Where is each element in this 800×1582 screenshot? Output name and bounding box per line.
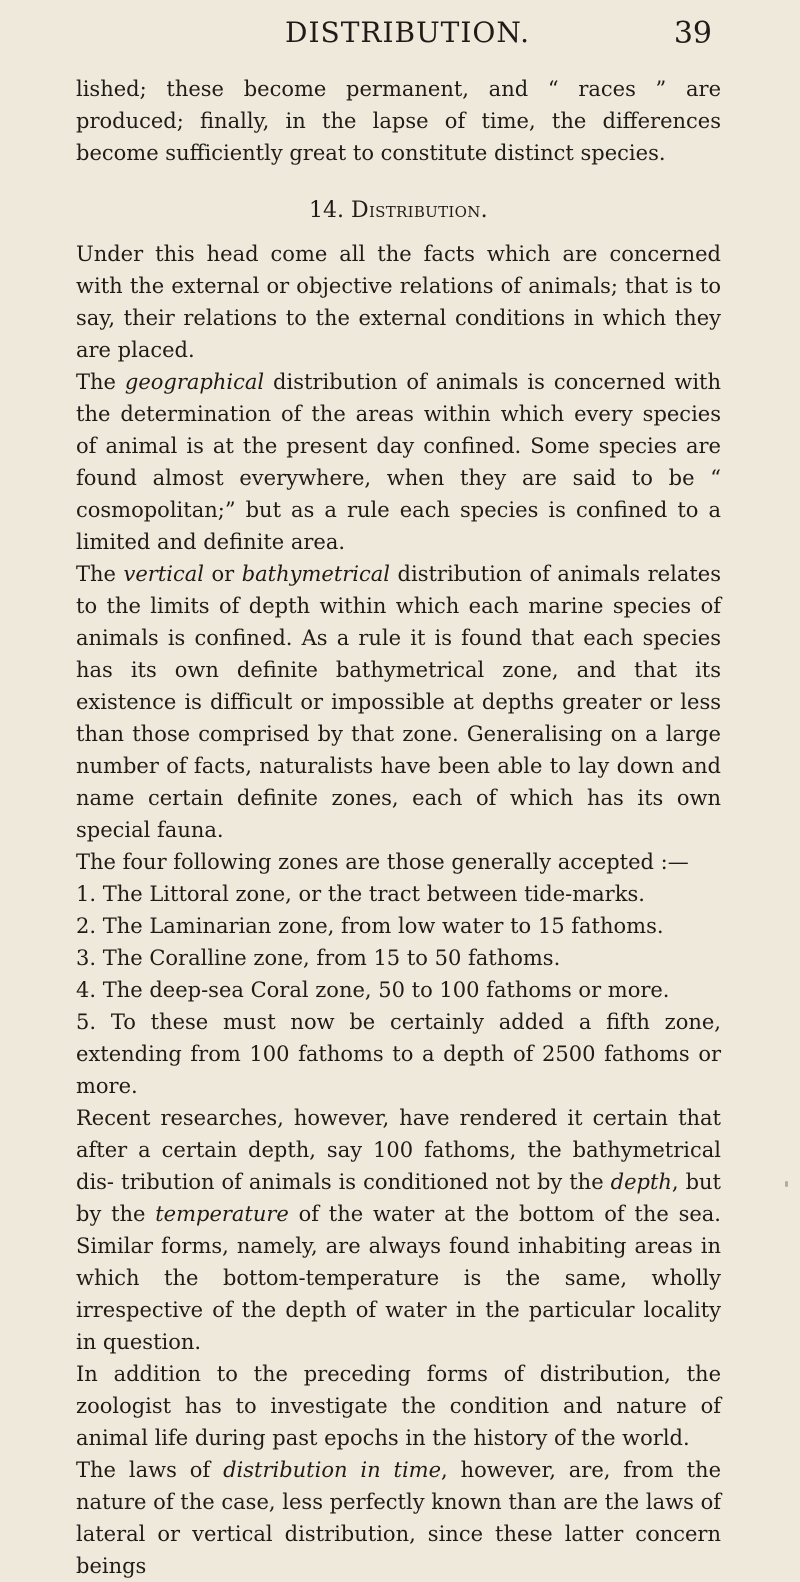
- section-title: Distribution.: [351, 198, 488, 223]
- text-segment: of the water at the bottom of the sea. Similar forms, namely, are always found inhabiting areas in which the bottom-temperature is the same, wholly irrespective of the depth of water in the particular locality in question.: [76, 1202, 721, 1354]
- text-segment: The: [76, 370, 125, 394]
- paragraph-past-epochs: In addition to the preceding forms of distribution, the zoologist has to investigate the condition and nature of animal life during past epochs in the history of the world.: [76, 1362, 721, 1450]
- running-head: DISTRIBUTION.: [285, 16, 530, 49]
- emphasis-geographical: geographical: [124, 370, 265, 394]
- emphasis-vertical: vertical: [123, 562, 204, 586]
- paragraph-time-distribution: [76, 1454, 721, 1582]
- emphasis-bathymetrical: bathymetrical: [241, 562, 391, 586]
- text-segment: or: [203, 562, 242, 586]
- text-segment: The: [76, 562, 124, 586]
- page-number: 39: [673, 16, 712, 51]
- zone-item-1: 1. The Littoral zone, or the tract between tide-marks.: [76, 882, 645, 906]
- paragraph-vertical: [76, 558, 721, 846]
- section-number: 14.: [309, 198, 344, 223]
- zone-item-3: 3. The Coralline zone, from 15 to 50 fathoms.: [76, 946, 561, 970]
- paragraph-temperature: [76, 1102, 721, 1358]
- paragraph-zones-intro: The four following zones are those generally accepted :—: [76, 850, 689, 874]
- text-segment: , however, are, from the nature of the case, less perfectly known than are the laws of lateral or vertical distribution, since these latter concern beings: [76, 1458, 721, 1578]
- zone-item-2: 2. The Laminarian zone, from low water to 15 fathoms.: [76, 914, 664, 938]
- emphasis-depth: depth: [610, 1170, 672, 1194]
- paragraph-geographical: [76, 366, 721, 558]
- emphasis-distribution-in-time: distribution in time: [223, 1458, 442, 1482]
- page-text: [76, 73, 721, 1582]
- paragraph-intro: lished; these become permanent, and “ races ” are produced; finally, in the lapse of time, the differences become sufficiently great to constitute distinct species.: [76, 77, 721, 165]
- zone-list: [76, 878, 721, 1102]
- text-segment: distribution of animals is concerned with the determination of the areas within which every species of animal is at the present day confined. Some species are found almost everywhere, when they are said to be “ cosmopolitan;” but as a rule each species is confined to a limited and definite area.: [76, 370, 721, 554]
- text-segment: , but by the: [76, 1170, 721, 1226]
- section-heading: [76, 195, 721, 227]
- paragraph-external-relations: Under this head come all the facts which are concerned with the external or objective relations of animals; that is to say, their relations to the external conditions in which they are placed.: [76, 242, 721, 362]
- zone-item-4: 4. The deep-sea Coral zone, 50 to 100 fathoms or more.: [76, 978, 670, 1002]
- paper-speck: [785, 1181, 788, 1187]
- emphasis-temperature: temperature: [155, 1202, 289, 1226]
- text-segment: distribution of animals relates to the limits of depth within which each marine species of animals is confined. As a rule it is found that each species has its own definite bathymetrical zone, and that its existence is difficult or impossible at depths greater or less than those comprised by that zone. Generalising on a large number of facts, naturalists have been able to lay down and name certain definite zones, each of which has its own special fauna.: [76, 562, 721, 842]
- zone-item-5: 5. To these must now be certainly added a fifth zone, extending from 100 fathoms to a depth of 2500 fathoms or more.: [76, 1010, 721, 1098]
- text-segment: The laws of: [76, 1458, 224, 1482]
- text-segment: Recent researches, however, have rendered it certain that after a certain depth, say 100 fathoms, the bathymetrical dis- tribution of animals is conditioned not by the: [76, 1106, 721, 1194]
